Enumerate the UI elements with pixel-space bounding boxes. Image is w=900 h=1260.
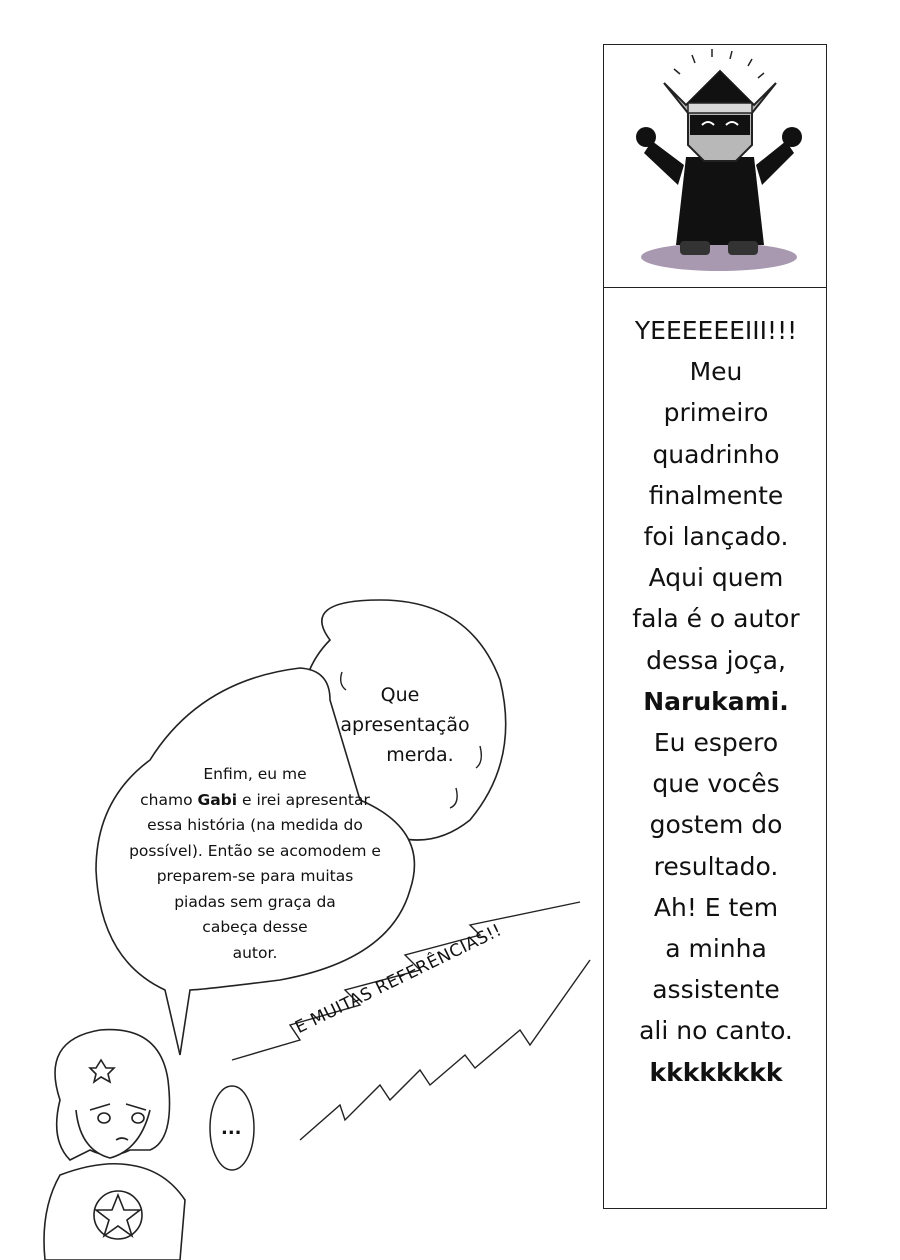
narration-line: quadrinho [652, 439, 780, 469]
shout-zigzag-bottom [300, 960, 590, 1140]
narration-line: a minha [665, 934, 767, 964]
narration-line: Ah! E tem [653, 892, 779, 922]
intro-text: e irei apresentar [237, 790, 370, 809]
narration-line: fala é o autor [632, 604, 800, 634]
intro-bubble-text [95, 762, 415, 966]
intro-line: cabeça desse [202, 918, 308, 936]
narration-line: foi lançado. [643, 522, 789, 552]
ellipsis-text: ... [221, 1118, 242, 1139]
narration-line: Meu [689, 357, 743, 387]
intro-line: preparem-se para muitas [156, 867, 354, 885]
remark-line: apresentação [340, 714, 470, 736]
narration-line: finalmente [648, 480, 784, 510]
shout-text: E MUITAS REFERÊNCIAS!! [292, 920, 506, 1038]
author-name: Narukami. [643, 686, 789, 716]
intro-line: essa história (na medida do [147, 816, 363, 834]
narration-line: resultado. [653, 851, 779, 881]
narration-line: primeiro [663, 398, 769, 428]
intro-line [95, 788, 415, 814]
narration-line: YEEEEEEIII!!! [634, 316, 798, 345]
narration-line: Eu espero [653, 728, 779, 758]
gabi-left-eye [98, 1113, 110, 1123]
narration-line: kkkkkkkk [649, 1057, 783, 1087]
narration-line: gostem do [649, 810, 783, 840]
intro-line: piadas sem graça da [174, 892, 336, 911]
narration-line: dessa joça, [646, 645, 786, 675]
narration-line: Aqui quem [648, 563, 784, 593]
remark-line: Que [380, 684, 420, 706]
intro-text: chamo [140, 790, 198, 809]
gabi-right-eye [132, 1113, 144, 1123]
narration-line: assistente [652, 975, 780, 1005]
narration-line: ali no canto. [639, 1016, 793, 1046]
intro-line: Enfim, eu me [203, 765, 307, 783]
intro-line: possível). Então se acomodem e [129, 841, 381, 860]
gabi-character [44, 1030, 185, 1260]
narration-line: que vocês [652, 769, 780, 799]
character-name: Gabi [197, 790, 238, 809]
remark-line: merda. [386, 744, 454, 766]
remark-bubble-text [310, 680, 490, 770]
intro-line: autor. [232, 943, 278, 962]
